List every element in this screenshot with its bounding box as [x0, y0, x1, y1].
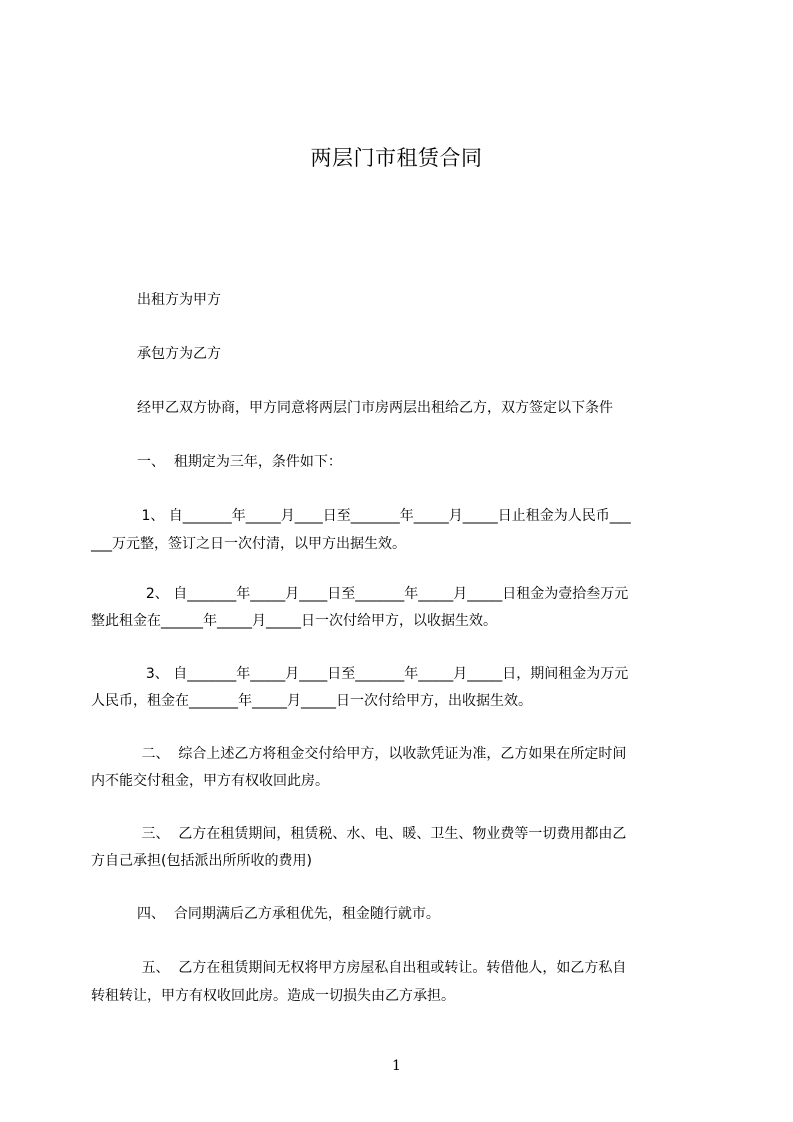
clause-1-item-2-line-2: 整此租金在______年_____月_____日一次付给甲方，以收据生效。: [91, 613, 497, 629]
clause-3-line-2: 方自己承担(包括派出所所收的费用): [91, 853, 312, 869]
clause-4: 四、 合同期满后乙方承租优先，租金随行就市。: [137, 906, 440, 922]
clause-1-item-2-line-1: 2、 自_______年_____月____日至_______年_____月_____日租金为壹拾叁万元: [137, 586, 629, 602]
clause-5-line-2: 转租转让，甲方有权收回此房。造成一切损失由乙方承担。: [91, 988, 455, 1004]
clause-1-item-1-line-2: ___万元整，签订之日一次付清，以甲方出据生效。: [91, 536, 406, 552]
clause-5-line-1: 五、 乙方在租赁期间无权将甲方房屋私自出租或转让。转借他人，如乙方私自: [137, 960, 627, 976]
clause-1-item-3-line-2: 人民币，租金在_______年_____月_____日一次付给甲方，出收据生效。: [91, 693, 532, 709]
paragraph-intro: 经甲乙双方协商，甲方同意将两层门市房两层出租给乙方，双方签定以下条件: [137, 400, 613, 416]
clause-1-heading: 一、 租期定为三年，条件如下：: [137, 454, 342, 470]
clause-3-line-1: 三、 乙方在租赁期间，租赁税、水、电、暖、卫生、物业费等一切费用都由乙: [137, 826, 627, 842]
paragraph-lessee: 承包方为乙方: [137, 346, 221, 362]
clause-1-item-3-line-1: 3、 自_______年_____月____日至_______年_____月_____日，期间租金为万元: [137, 666, 629, 682]
document-title: 两层门市租赁合同: [310, 146, 483, 170]
clause-2-line-2: 内不能交付租金，甲方有权收回此房。: [91, 773, 329, 789]
page-number: 1: [392, 1058, 401, 1074]
clause-1-item-1-line-1: 1、 自_______年_____月____日至_______年_____月_____日止租金为人民币___: [137, 508, 631, 524]
paragraph-lessor: 出租方为甲方: [137, 292, 221, 308]
clause-2-line-1: 二、 综合上述乙方将租金交付给甲方，以收款凭证为准，乙方如果在所定时间: [137, 746, 627, 762]
